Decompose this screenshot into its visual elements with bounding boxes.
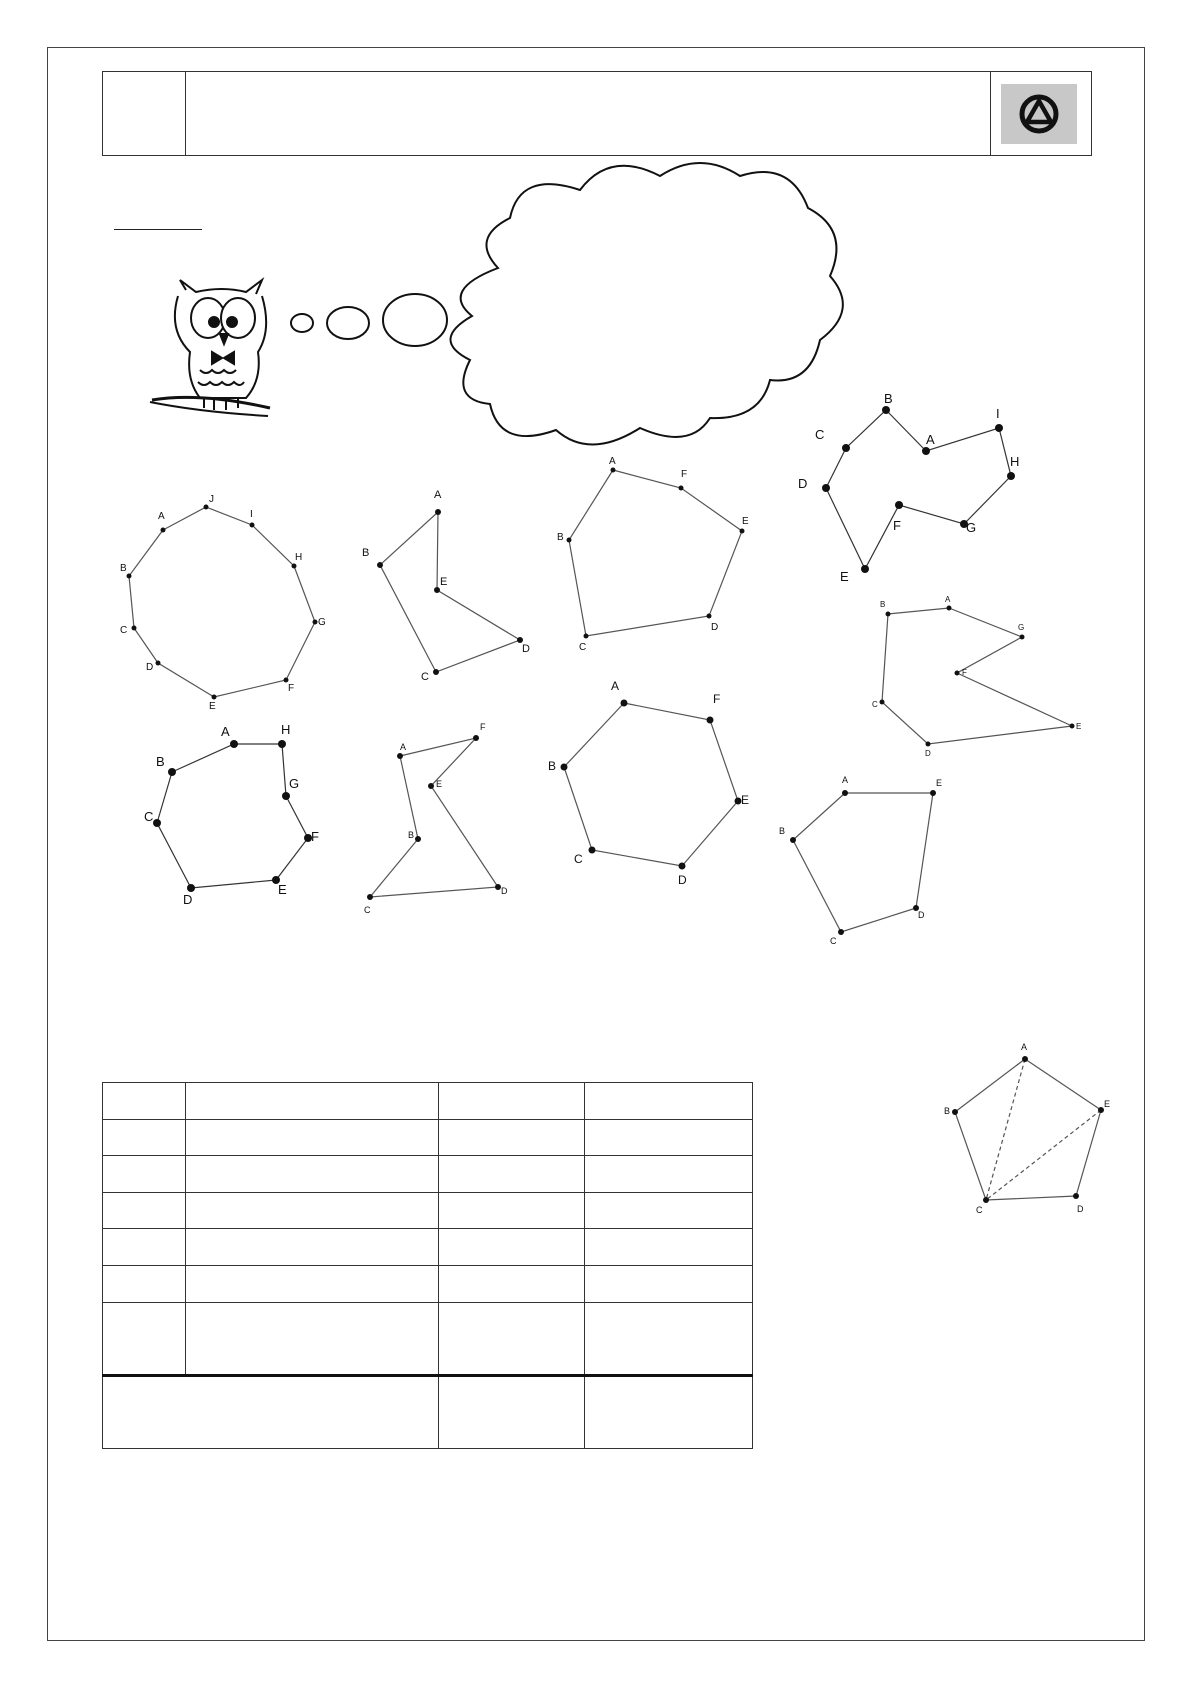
vertex-label: G: [289, 776, 300, 791]
vertex-label: D: [522, 643, 530, 655]
diagonal-ac: [986, 1059, 1025, 1200]
diagonal-ce: [986, 1110, 1101, 1200]
decagon-labels: [120, 494, 326, 712]
vertex-label: B: [120, 563, 127, 574]
vertex-label: C: [574, 852, 583, 866]
decagon-outline: [129, 507, 315, 697]
vertex-label: D: [925, 749, 931, 758]
table-cell[interactable]: [439, 1083, 585, 1120]
table-cell[interactable]: [103, 1229, 186, 1266]
vertex-label: C: [421, 671, 429, 683]
table-cell[interactable]: [103, 1375, 439, 1448]
vertex-label: A: [221, 724, 230, 739]
table-row: [103, 1302, 753, 1375]
vertex-label: A: [926, 432, 935, 447]
vertex-label: B: [408, 830, 415, 840]
zigzag-hexagon-outline: [370, 738, 498, 897]
vertex-label: A: [400, 742, 407, 752]
thought-bubble: [291, 163, 843, 445]
vertex-label: D: [918, 910, 925, 920]
vertex-label: C: [872, 700, 878, 709]
table-cell[interactable]: [439, 1156, 585, 1193]
table-row: [103, 1083, 753, 1120]
vertex-label: C: [976, 1205, 983, 1215]
vertex-label: G: [318, 617, 326, 628]
concave-9gon-labels: [798, 391, 1019, 584]
table-cell[interactable]: [103, 1083, 186, 1120]
table-row: [103, 1156, 753, 1193]
vertex-label: B: [944, 1106, 951, 1116]
table-cell[interactable]: [585, 1119, 753, 1156]
vertex-label: H: [1010, 454, 1020, 469]
vertex-label: B: [362, 547, 370, 559]
table-cell[interactable]: [439, 1192, 585, 1229]
table-cell[interactable]: [103, 1265, 186, 1302]
vertex-label: A: [842, 775, 849, 785]
table-total-row: [103, 1375, 753, 1448]
vertex-label: C: [144, 809, 154, 824]
pentagon-1-labels: [557, 456, 749, 653]
vertex-label: A: [1021, 1042, 1028, 1052]
vertex-label: E: [840, 569, 849, 584]
vertex-label: D: [1077, 1204, 1084, 1214]
table-cell[interactable]: [585, 1229, 753, 1266]
vertex-label: I: [996, 406, 1000, 421]
vertex-label: B: [884, 391, 893, 406]
vertex-label: E: [278, 882, 287, 897]
table-row: [103, 1265, 753, 1302]
table-cell[interactable]: [103, 1192, 186, 1229]
octagon-labels: [144, 722, 319, 907]
vertex-label: E: [1104, 1099, 1111, 1109]
vertex-label: H: [295, 552, 303, 563]
table-cell[interactable]: [585, 1156, 753, 1193]
vertex-label: G: [1018, 623, 1025, 632]
vertex-label: C: [120, 625, 128, 636]
vertex-label: E: [936, 778, 943, 788]
vertex-label: E: [742, 516, 749, 527]
zigzag-hexagon-labels: [364, 722, 508, 915]
table-cell[interactable]: [186, 1229, 439, 1266]
table-cell[interactable]: [186, 1119, 439, 1156]
vertex-label: F: [480, 722, 486, 732]
table-cell[interactable]: [585, 1375, 753, 1448]
table-cell[interactable]: [439, 1229, 585, 1266]
table-cell[interactable]: [585, 1302, 753, 1375]
vertex-label: D: [183, 892, 193, 907]
vertex-label: F: [311, 829, 319, 844]
vertex-label: A: [609, 456, 616, 467]
vertex-label: E: [209, 701, 216, 712]
vertex-label: D: [501, 886, 508, 896]
table-cell[interactable]: [186, 1083, 439, 1120]
vertex-label: A: [611, 679, 620, 693]
concave-9gon-outline: [826, 410, 1011, 569]
vertex-label: B: [548, 759, 557, 773]
vertex-label: C: [364, 905, 371, 915]
hexagon-labels: [548, 679, 749, 887]
pentagon-diagonals-outline: [955, 1059, 1101, 1200]
vertex-label: F: [681, 469, 688, 480]
table-cell[interactable]: [585, 1192, 753, 1229]
vertex-label: F: [962, 668, 967, 677]
vertex-label: D: [711, 622, 719, 633]
vertex-label: D: [678, 873, 687, 887]
table-cell[interactable]: [103, 1156, 186, 1193]
vertex-label: A: [158, 511, 165, 522]
table-cell[interactable]: [186, 1192, 439, 1229]
table-cell[interactable]: [585, 1083, 753, 1120]
vertex-label: F: [288, 683, 295, 694]
vertex-label: B: [557, 532, 564, 543]
concave-quad-outline: [380, 512, 520, 672]
vertex-label: E: [440, 576, 448, 588]
table-row: [103, 1119, 753, 1156]
vertex-label: C: [579, 642, 587, 653]
vertex-label: B: [779, 826, 786, 836]
vertex-label: E: [436, 779, 443, 789]
vertex-label: A: [945, 595, 951, 604]
vertex-label: G: [966, 520, 977, 535]
vertex-label: D: [798, 476, 808, 491]
vertex-label: D: [146, 662, 154, 673]
pentagon-1-outline: [569, 470, 742, 636]
vertex-label: E: [1076, 722, 1082, 731]
table-cell[interactable]: [439, 1302, 585, 1375]
vertex-label: J: [209, 494, 214, 505]
vertex-label: E: [741, 793, 750, 807]
answer-table: [102, 1082, 752, 1449]
concave-hexagon-outline: [882, 608, 1072, 744]
table-cell[interactable]: [439, 1265, 585, 1302]
pentagon-diagonals-labels: [944, 1042, 1110, 1215]
table-cell[interactable]: [439, 1375, 585, 1448]
vertex-label: I: [250, 509, 253, 520]
vertex-label: B: [880, 600, 886, 609]
table-cell[interactable]: [103, 1302, 186, 1375]
table-cell[interactable]: [186, 1156, 439, 1193]
table-row: [103, 1192, 753, 1229]
table-cell[interactable]: [186, 1302, 439, 1375]
hexagon-outline: [564, 703, 738, 866]
pentagon-2-outline: [793, 793, 933, 932]
vertex-label: C: [830, 936, 837, 946]
table-cell[interactable]: [439, 1119, 585, 1156]
table-cell[interactable]: [585, 1265, 753, 1302]
vertex-label: F: [713, 692, 721, 706]
vertex-label: C: [815, 427, 825, 442]
vertex-label: B: [156, 754, 165, 769]
octagon-outline: [157, 744, 308, 888]
vertex-label: H: [281, 722, 291, 737]
vertex-label: F: [893, 518, 901, 533]
table-cell[interactable]: [186, 1265, 439, 1302]
concave-quad-labels: [362, 489, 530, 683]
owl-icon: [150, 280, 270, 416]
table-row: [103, 1229, 753, 1266]
answer-grid: [102, 1082, 753, 1449]
table-cell[interactable]: [103, 1119, 186, 1156]
vertex-label: A: [434, 489, 442, 501]
